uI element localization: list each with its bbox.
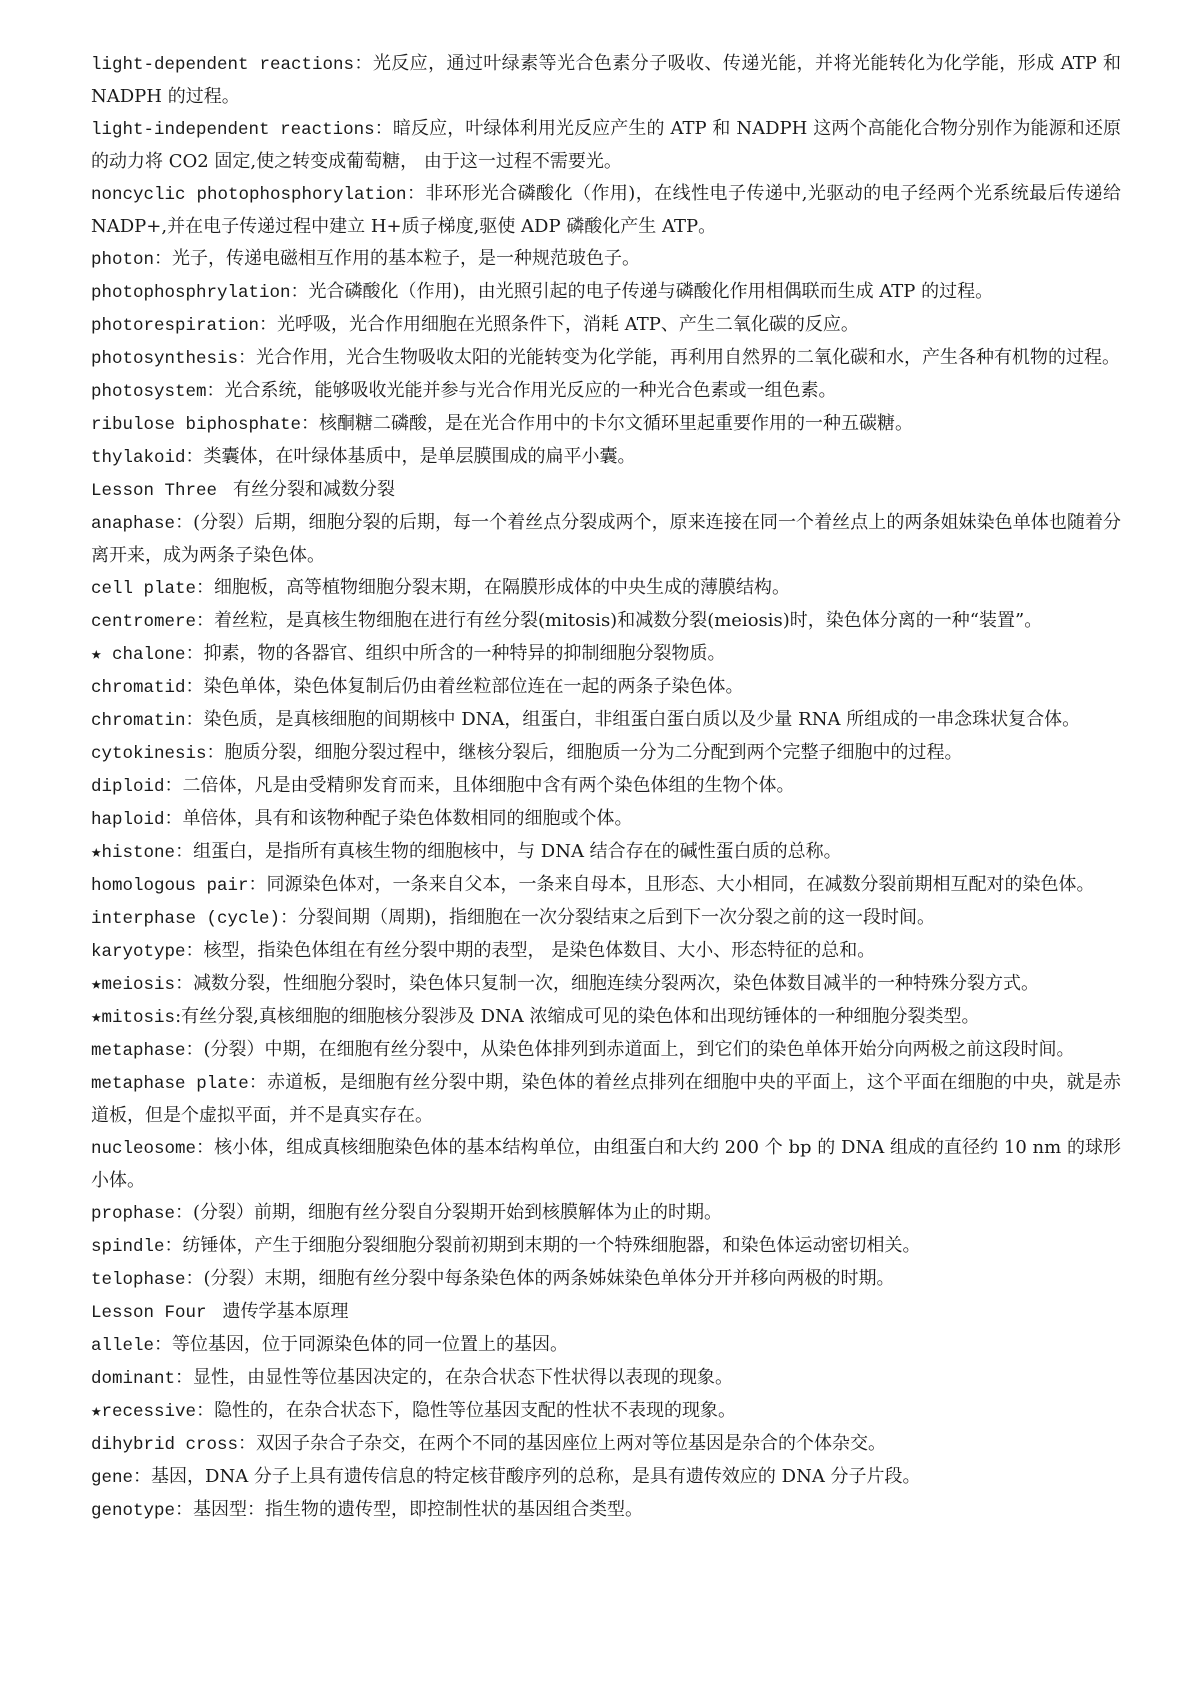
term-separator: ： (406, 183, 426, 204)
glossary-definition: 显性，由显性等位基因决定的，在杂合状态下性状得以表现的现象。 (193, 1367, 734, 1388)
glossary-entry (91, 178, 1121, 243)
glossary-term: homologous pair (91, 876, 249, 896)
glossary-entry (91, 1197, 1121, 1230)
glossary-entry (91, 737, 1121, 770)
term-separator: ： (185, 446, 204, 467)
term-separator: ： (196, 577, 215, 598)
glossary-term: dihybrid cross (91, 1435, 239, 1455)
glossary-entry (91, 243, 1121, 276)
glossary-definition: 胞质分裂，细胞分裂过程中，继核分裂后，细胞质一分为二分配到两个完整子细胞中的过程。 (224, 742, 963, 763)
glossary-entry (91, 1230, 1121, 1263)
glossary-definition: 光子，传递电磁相互作用的基本粒子，是一种规范玻色子。 (172, 248, 641, 269)
glossary-definition: 光合系统，能够吸收光能并参与光合作用光反应的一种光合色素或一组色素。 (224, 380, 837, 401)
glossary-definition: 细胞板，高等植物细胞分裂末期，在隔膜形成体的中央生成的薄膜结构。 (214, 577, 791, 598)
glossary-term: photon (91, 250, 155, 270)
glossary-entry (91, 1395, 1121, 1428)
glossary-definition: (分裂）后期，细胞分裂的后期，每一个着丝点分裂成两个，原来连接在同一个着丝点上的两条姐妹染色单体也随着分离开来，成为两条子染色体。 (91, 512, 1121, 566)
term-separator: ： (259, 314, 278, 335)
glossary-entry (91, 803, 1121, 836)
glossary-term: noncyclic photophosphorylation (91, 185, 407, 205)
term-separator: ： (175, 512, 194, 533)
term-separator: ： (238, 347, 257, 368)
glossary-definition: 类囊体，在叶绿体基质中，是单层膜围成的扁平小囊。 (203, 446, 636, 467)
term-separator: ： (185, 643, 204, 664)
glossary-definition: 赤道板，是细胞有丝分裂中期，染色体的着丝点排列在细胞中央的平面上，这个平面在细胞的中央，就是赤道板，但是个虚拟平面，并不是真实存在。 (91, 1072, 1122, 1126)
glossary-term: light-dependent reactions (91, 55, 354, 75)
glossary-term: dominant (91, 1369, 176, 1389)
glossary-term: cell plate (91, 579, 197, 599)
glossary-term: ★meiosis (91, 975, 176, 995)
glossary-term: ribulose biphosphate (91, 415, 302, 435)
glossary-entry (91, 902, 1121, 935)
term-separator: ： (185, 940, 204, 961)
glossary-definition: 光合磷酸化（作用)，由光照引起的电子传递与磷酸化作用相偶联而生成 ATP 的过程。 (308, 281, 994, 302)
glossary-term: centromere (91, 612, 197, 632)
glossary-definition: 分裂间期（周期)，指细胞在一次分裂结束之后到下一次分裂之前的这一段时间。 (298, 907, 936, 928)
glossary-term: ★ chalone (91, 645, 186, 665)
term-separator: ： (238, 1433, 257, 1454)
glossary-term: genotype (91, 1501, 176, 1521)
glossary-entry (91, 605, 1121, 638)
glossary-definition: 染色单体，染色体复制后仍由着丝粒部位连在一起的两条子染色体。 (203, 676, 744, 697)
glossary-entry (91, 770, 1121, 803)
term-separator: ： (164, 775, 183, 796)
term-separator: ： (206, 742, 225, 763)
glossary-entry (91, 638, 1121, 671)
glossary-term: chromatid (91, 678, 186, 698)
term-separator: ： (185, 676, 204, 697)
glossary-term: ★mitosis (91, 1008, 176, 1028)
glossary-term: gene (91, 1468, 134, 1488)
glossary-entry (91, 1067, 1121, 1132)
glossary-term: metaphase (91, 1041, 186, 1061)
glossary-entry (91, 1362, 1121, 1395)
glossary-entry (91, 276, 1121, 309)
glossary-definition: 减数分裂，性细胞分裂时，染色体只复制一次，细胞连续分裂两次，染色体数目减半的一种特殊分裂方式。 (193, 973, 1040, 994)
glossary-term: photophosphrylation (91, 283, 291, 303)
glossary-definition: 基因，DNA 分子上具有遗传信息的特定核苷酸序列的总称，是具有遗传效应的 DNA 分子片段。 (151, 1466, 921, 1487)
term-separator: ： (206, 380, 225, 401)
glossary-term: spindle (91, 1237, 165, 1257)
glossary-entry (91, 968, 1121, 1001)
glossary-definition: 二倍体，凡是由受精卵发育而来，且体细胞中含有两个染色体组的生物个体。 (182, 775, 795, 796)
glossary-entry (91, 1428, 1121, 1461)
glossary-term: haploid (91, 810, 165, 830)
term-separator: ： (154, 248, 173, 269)
lesson-heading (91, 1296, 1121, 1329)
glossary-entry (91, 48, 1121, 113)
glossary-entry (91, 113, 1121, 178)
glossary-definition: (分裂）末期，细胞有丝分裂中每条染色体的两条姊妹染色单体分开并移向两极的时期。 (203, 1268, 895, 1289)
term-separator: : (175, 1006, 182, 1027)
glossary-term: light-independent reactions (91, 120, 375, 140)
glossary-definition: 抑素，物的各器官、组织中所含的一种特异的抑制细胞分裂物质。 (203, 643, 726, 664)
glossary-entry (91, 309, 1121, 342)
lesson-heading-en: Lesson Four (91, 1303, 207, 1323)
glossary-definition: 暗反应，叶绿体利用光反应产生的 ATP 和 NADPH 这两个高能化合物分别作为能源和还原的动力将 CO2 固定,使之转变成葡萄糖， 由于这一过程不需要光。 (91, 118, 1122, 172)
term-separator: ： (196, 610, 215, 631)
term-separator: ： (185, 1039, 204, 1060)
term-separator: ： (280, 907, 299, 928)
glossary-term: photosystem (91, 382, 207, 402)
glossary-definition: 非环形光合磷酸化（作用)，在线性电子传递中,光驱动的电子经两个光系统最后传递给 NADP+,并在电子传递过程中建立 H+质子梯度,驱使 ADP 磷酸化产生 ATP。 (91, 183, 1121, 237)
term-separator: ： (185, 1268, 204, 1289)
glossary-term: photosynthesis (91, 349, 239, 369)
glossary-definition: 光呼吸，光合作用细胞在光照条件下，消耗 ATP、产生二氧化碳的反应。 (277, 314, 859, 335)
glossary-term: interphase (cycle) (91, 909, 281, 929)
glossary-entry (91, 1001, 1121, 1034)
glossary-definition: (分裂）前期，细胞有丝分裂自分裂期开始到核膜解体为止的时期。 (193, 1202, 723, 1223)
glossary-term: allele (91, 1336, 155, 1356)
term-separator: ： (185, 709, 204, 730)
glossary-term: ★histone (91, 843, 176, 863)
glossary-term: diploid (91, 777, 165, 797)
glossary-term: thylakoid (91, 448, 186, 468)
glossary-entry (91, 869, 1121, 902)
term-separator: ： (196, 1137, 215, 1158)
term-separator: ： (175, 1367, 194, 1388)
lesson-heading-zh: 遗传学基本原理 (222, 1301, 349, 1322)
glossary-entry (91, 935, 1121, 968)
term-separator: ： (290, 281, 309, 302)
glossary-entry (91, 1132, 1121, 1197)
term-separator: ： (164, 1235, 183, 1256)
glossary-definition: 染色质，是真核细胞的间期核中 DNA，组蛋白，非组蛋白蛋白质以及少量 RNA 所组成的一串念珠状复合体。 (203, 709, 1081, 730)
glossary-entry (91, 1034, 1121, 1067)
glossary-term: photorespiration (91, 316, 260, 336)
glossary-definition: 着丝粒，是真核生物细胞在进行有丝分裂(mitosis)和减数分裂(meiosis)时，染色体分离的一种“装置”。 (214, 610, 1043, 631)
glossary-entry (91, 836, 1121, 869)
lesson-heading (91, 474, 1121, 507)
term-separator: ： (164, 808, 183, 829)
glossary-term: chromatin (91, 711, 186, 731)
glossary-entry (91, 441, 1121, 474)
glossary-term: cytokinesis (91, 744, 207, 764)
glossary-entry (91, 1263, 1121, 1296)
glossary-definition: 基因型：指生物的遗传型，即控制性状的基因组合类型。 (193, 1499, 644, 1520)
glossary-entry (91, 1461, 1121, 1494)
glossary-definition: 单倍体，具有和该物种配子染色体数相同的细胞或个体。 (182, 808, 633, 829)
glossary-entry (91, 507, 1121, 572)
glossary-term: nucleosome (91, 1139, 197, 1159)
glossary-definition: 光反应，通过叶绿素等光合色素分子吸收、传递光能，并将光能转化为化学能，形成 ATP 和 NADPH 的过程。 (91, 53, 1121, 107)
term-separator: ： (248, 1072, 268, 1093)
glossary-definition: 核酮糖二磷酸，是在光合作用中的卡尔文循环里起重要作用的一种五碳糖。 (319, 413, 914, 434)
glossary-entry (91, 572, 1121, 605)
term-separator: ： (175, 973, 194, 994)
term-separator: ： (175, 841, 194, 862)
glossary-entry (91, 342, 1121, 375)
glossary-definition: 核型，指染色体组在有丝分裂中期的表型， 是染色体数目、大小、形态特征的总和。 (203, 940, 876, 961)
glossary-term: prophase (91, 1204, 176, 1224)
term-separator: ： (175, 1202, 194, 1223)
glossary-definition: 双因子杂合子杂交，在两个不同的基因座位上两对等位基因是杂合的个体杂交。 (256, 1433, 887, 1454)
glossary-term: metaphase plate (91, 1074, 249, 1094)
glossary-entry (91, 1494, 1121, 1527)
glossary-definition: 光合作用，光合生物吸收太阳的光能转变为化学能，再利用自然界的二氧化碳和水，产生各种有机物的过程。 (256, 347, 1121, 368)
term-separator: ： (196, 1400, 215, 1421)
glossary-entry (91, 1329, 1121, 1362)
glossary-term: telophase (91, 1270, 186, 1290)
glossary-definition: 核小体，组成真核细胞染色体的基本结构单位，由组蛋白和大约 200 个 bp 的 DNA 组成的直径约 10 nm 的球形小体。 (91, 1137, 1122, 1191)
glossary-entry (91, 704, 1121, 737)
glossary-entry (91, 671, 1121, 704)
glossary-definition: 等位基因，位于同源染色体的同一位置上的基因。 (172, 1334, 569, 1355)
glossary-page (91, 48, 1121, 1527)
term-separator: ： (374, 118, 393, 139)
term-separator: ： (301, 413, 320, 434)
glossary-term: ★recessive (91, 1402, 197, 1422)
term-separator: ： (175, 1499, 194, 1520)
lesson-heading-zh: 有丝分裂和减数分裂 (233, 479, 396, 500)
glossary-definition: (分裂）中期，在细胞有丝分裂中，从染色体排列到赤道面上，到它们的染色单体开始分向两极之前这段时间。 (203, 1039, 1075, 1060)
term-separator: ： (248, 874, 267, 895)
lesson-heading-en: Lesson Three (91, 481, 218, 501)
term-separator: ： (133, 1466, 152, 1487)
glossary-entry (91, 408, 1121, 441)
glossary-term: karyotype (91, 942, 186, 962)
glossary-definition: 纺锤体，产生于细胞分裂细胞分裂前初期到末期的一个特殊细胞器，和染色体运动密切相关。 (182, 1235, 921, 1256)
glossary-definition: 隐性的，在杂合状态下，隐性等位基因支配的性状不表现的现象。 (214, 1400, 737, 1421)
glossary-definition: 同源染色体对，一条来自父本，一条来自母本，且形态、大小相同，在减数分裂前期相互配对的染色体。 (266, 874, 1095, 895)
term-separator: ： (353, 53, 373, 74)
term-separator: ： (154, 1334, 173, 1355)
glossary-definition: 有丝分裂,真核细胞的细胞核分裂涉及 DNA 浓缩成可见的染色体和出现纺锤体的一种细胞分裂类型。 (181, 1006, 980, 1027)
glossary-term: anaphase (91, 514, 176, 534)
glossary-entry (91, 375, 1121, 408)
glossary-definition: 组蛋白，是指所有真核生物的细胞核中，与 DNA 结合存在的碱性蛋白质的总称。 (193, 841, 842, 862)
